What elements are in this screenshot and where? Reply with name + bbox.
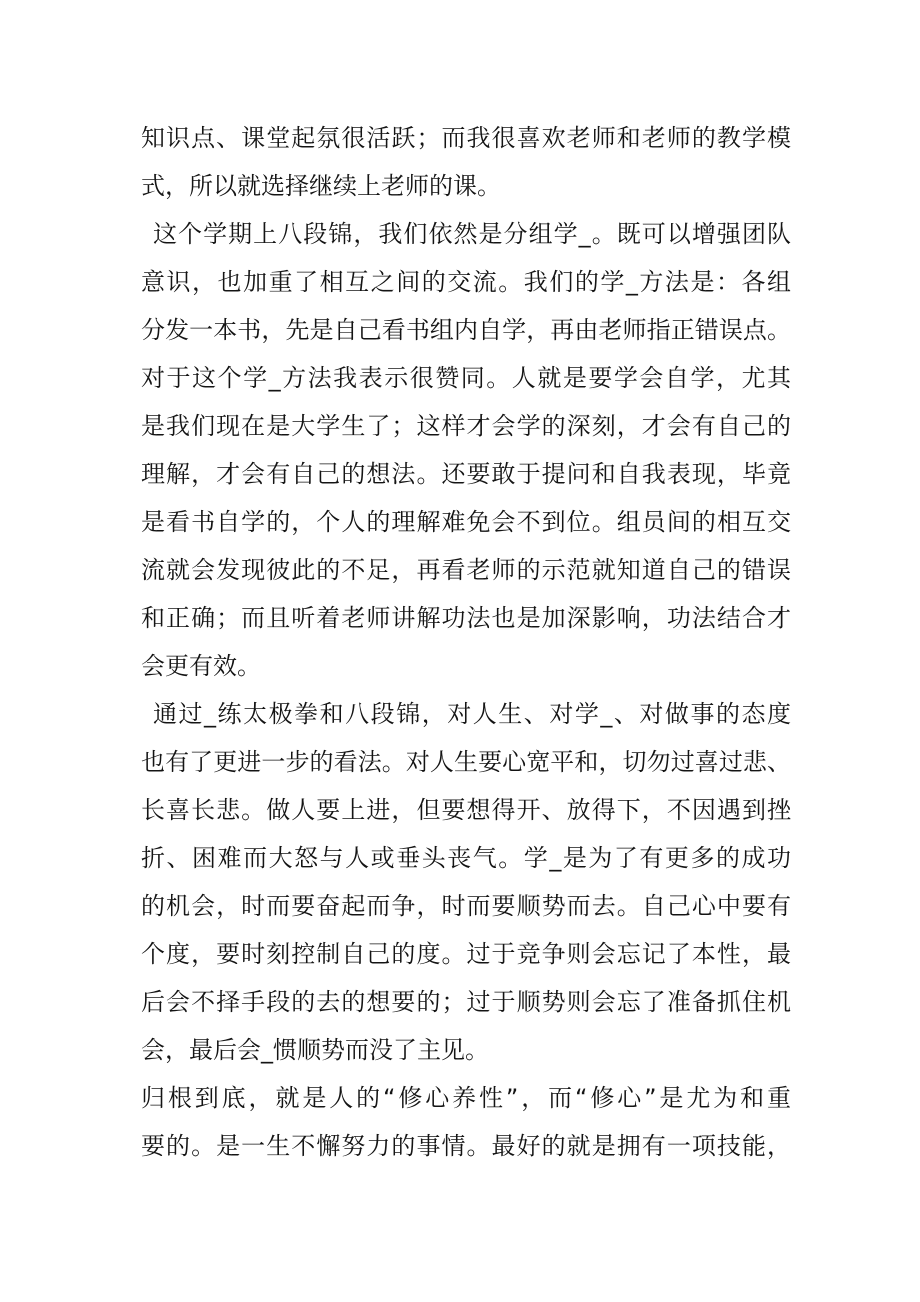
paragraph-start-line: 归根到底，就是人的“修心养性”，而“修心”是尤为和重 xyxy=(141,1084,791,1112)
text-line: 折、困难而大怒与人或垂头丧气。学_是为了有更多的成功 xyxy=(141,844,791,872)
text-line: 分发一本书，先是自己看书组内自学，再由老师指正错误点。 xyxy=(141,316,791,344)
text-line: 会，最后会_惯顺势而没了主见。 xyxy=(141,1036,489,1064)
text-line: 理解，才会有自己的想法。还要敢于提问和自我表现，毕竟 xyxy=(141,460,791,488)
paragraph-start-line: 这个学期上八段锦，我们依然是分组学_。既可以增强团队 xyxy=(153,220,791,248)
text-line: 的机会，时而要奋起而争，时而要顺势而去。自己心中要有 xyxy=(141,892,791,920)
text-line: 知识点、课堂起氛很活跃；而我很喜欢老师和老师的教学模 xyxy=(141,124,791,152)
text-line: 也有了更进一步的看法。对人生要心宽平和，切勿过喜过悲、 xyxy=(141,748,791,776)
text-line: 是我们现在是大学生了；这样才会学的深刻，才会有自己的 xyxy=(141,412,791,440)
paragraph-start-line: 通过_练太极拳和八段锦，对人生、对学_、对做事的态度 xyxy=(153,700,791,728)
text-line: 式，所以就选择继续上老师的课。 xyxy=(141,172,501,200)
text-line: 长喜长悲。做人要上进，但要想得开、放得下，不因遇到挫 xyxy=(141,796,791,824)
text-line: 个度，要时刻控制自己的度。过于竞争则会忘记了本性，最 xyxy=(141,940,791,968)
text-line: 是看书自学的，个人的理解难免会不到位。组员间的相互交 xyxy=(141,508,791,536)
text-line: 要的。是一生不懈努力的事情。最好的就是拥有一项技能， xyxy=(141,1132,791,1160)
text-line: 对于这个学_方法我表示很赞同。人就是要学会自学，尤其 xyxy=(141,364,791,392)
document-body xyxy=(141,114,791,1170)
text-line: 流就会发现彼此的不足，再看老师的示范就知道自己的错误 xyxy=(141,556,791,584)
text-line: 会更有效。 xyxy=(141,652,261,680)
text-line: 后会不择手段的去的想要的；过于顺势则会忘了准备抓住机 xyxy=(141,988,791,1016)
text-line: 和正确；而且听着老师讲解功法也是加深影响，功法结合才 xyxy=(141,604,791,632)
text-line: 意识，也加重了相互之间的交流。我们的学_方法是：各组 xyxy=(141,268,791,296)
